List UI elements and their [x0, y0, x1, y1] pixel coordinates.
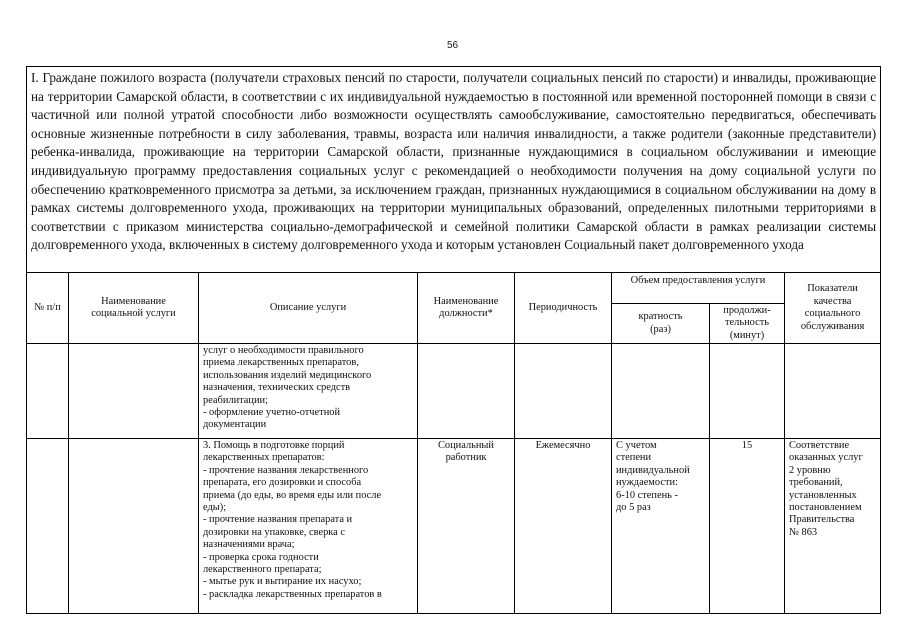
header-multiplicity: кратность (раз): [612, 304, 710, 344]
row-service-name: [69, 344, 199, 439]
row-num: [27, 439, 69, 614]
row-quality: Соответствие оказанных услуг 2 уровню требований, установленных постановлением Правительства № 863: [785, 439, 881, 614]
header-position: Наименование должности*: [418, 273, 515, 344]
row-duration: 15: [710, 439, 785, 614]
row-multiplicity: С учетом степени индивидуальной нуждаемости: 6-10 степень - до 5 раз: [612, 439, 710, 614]
row-num: [27, 344, 69, 439]
row-position: Социальный работник: [418, 439, 515, 614]
table-row: [27, 344, 881, 439]
row-multiplicity: [612, 344, 710, 439]
row-position: [418, 344, 515, 439]
row-service-name: [69, 439, 199, 614]
services-table: [26, 66, 881, 614]
header-duration: продолжи- тельность (минут): [710, 304, 785, 344]
page-number: 56: [446, 40, 459, 51]
row-periodicity: [515, 344, 612, 439]
row-periodicity: Ежемесячно: [515, 439, 612, 614]
header-service-name: Наименование социальной услуги: [69, 273, 199, 344]
row-description: услуг о необходимости правильного приема лекарственных препаратов, использования изделий медицинского назначения, технических средств реабилитации; - оформление учетно-отчетной документации: [199, 344, 418, 439]
row-quality: [785, 344, 881, 439]
header-description: Описание услуги: [199, 273, 418, 344]
row-description: 3. Помощь в подготовке порций лекарственных препаратов: - прочтение названия лекарственного препарата, его дозировки и способа приема (до еды, во время еды или после еды); - прочтение названия препарата и дозировки на упаковке, сверка с назначениями врача; - проверка срока годности лекарственного препарата; - мытье рук и вытирание их насухо; - раскладка лекарственных препаратов в: [199, 439, 418, 614]
category-description: I. Граждане пожилого возраста (получатели страховых пенсий по старости, получатели социальных пенсий по старости) и инвалиды, проживающие на территории Самарской области, в соответствии с их индивидуальной нуждаемостью в постоянной или временной посторонней помощи в связи с частичной или полной утратой способности либо возможности осуществлять самообслуживание, самостоятельно передвигаться, обеспечивать основные жизненные потребности в силу заболевания, травмы, возраста или наличия инвалидности, а также родители (законные представители) ребенка-инвалида, проживающие на территории Самарской области, признанные нуждающимися в социальном обслуживании и имеющие индивидуальную программу предоставления социальных услуг с рекомендацией о необходимости получения на дому социальной услуги по обеспечению кратковременного присмотра за детьми, за исключением граждан, признанных нуждающимися в социальном обслуживании на дому в рамках системы долговременного ухода, проживающих на территории муниципальных образований, определенных пилотными территориями в соответствии с приказом министерства социально-демографической и семейной политики Самарской области в рамках реализации системы долговременного ухода, включенных в систему долговременного ухода и которым установлен Социальный пакет долговременного ухода: [27, 67, 881, 273]
header-num: № п/п: [27, 273, 69, 344]
table-row: [27, 439, 881, 614]
row-duration: [710, 344, 785, 439]
header-periodicity: Периодичность: [515, 273, 612, 344]
header-volume: Объем предоставления услуги: [612, 273, 785, 304]
header-quality: Показатели качества социального обслуживания: [785, 273, 881, 344]
